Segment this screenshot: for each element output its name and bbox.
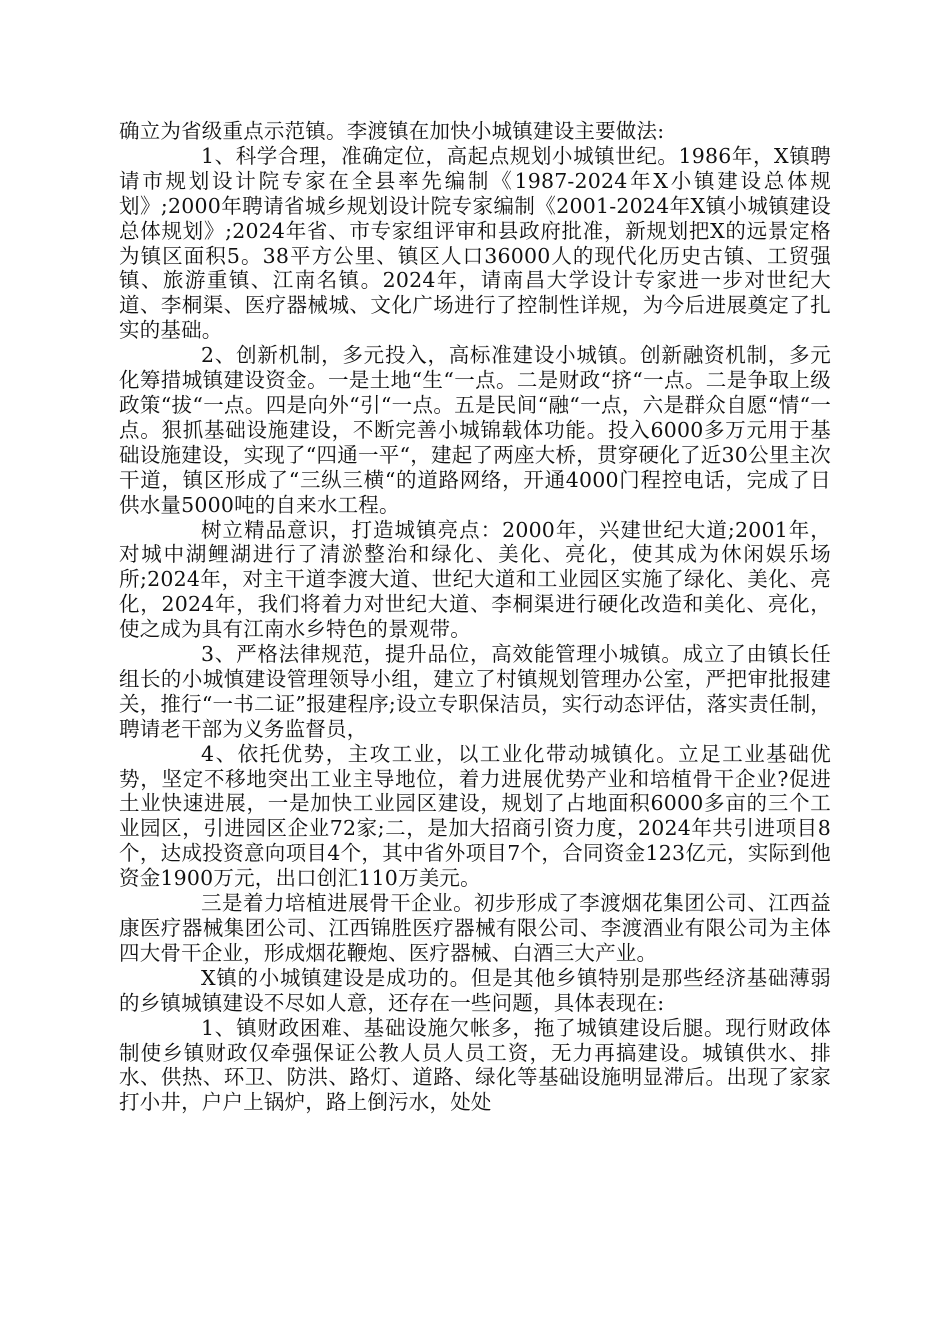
paragraph: 1、镇财政困难、基础设施欠帐多，拖了城镇建设后腿。现行财政体制使乡镇财政仅牵强保证公教人员人员工资，无力再搞建设。城镇供水、排水、供热、环卫、防洪、路灯、道路、绿化等基础设施明显滞后。出现了家家打小井，户户上锅炉，路上倒污水，处处 xyxy=(119,1015,831,1115)
paragraph: 确立为省级重点示范镇。李渡镇在加快小城镇建设主要做法: xyxy=(119,119,665,143)
paragraph: 三是着力培植进展骨干企业。初步形成了李渡烟花集团公司、江西益康医疗器械集团公司、江西锦胜医疗器械有限公司、李渡酒业有限公司为主体四大骨干企业，形成烟花鞭炮、医疗器械、白酒三大产业。 xyxy=(119,891,831,965)
paragraph: 2、创新机制，多元投入，高标准建设小城镇。创新融资机制，多元化筹措城镇建设资金。一是土地“生“一点。二是财政“挤“一点。二是争取上级政策“拔“一点。四是向外“引“一点。五是民间“融“一点，六是群众自愿“情“一点。狠抓基础设施建设，不断完善小城锦载体功能。投入6000多万元用于基础设施建设，实现了“四通一平“，建起了两座大桥，贯穿硬化了近30公里主次干道，镇区形成了“三纵三横“的道路网络，开通4000门程控电话，完成了日供水量5000吨的自来水工程。 xyxy=(119,343,831,517)
paragraph: 1、科学合理，准确定位，高起点规划小城镇世纪。1986年，X镇聘请市规划设计院专家在全县率先编制《1987-2024年X小镇建设总体规划》;2000年聘请省城乡规划设计院专家编制《2001-2024年X镇小城镇建设总体规划》;2024年省、市专家组评审和县政府批准，新规划把X的远景定格为镇区面积5。38平方公里、镇区人口36000人的现代化历史古镇、工贸强镇、旅游重镇、江南名镇。2024年，请南昌大学设计专家进一步对世纪大道、李桐渠、医疗器械城、文化广场进行了控制性详规，为今后进展奠定了扎实的基础。 xyxy=(119,143,831,343)
paragraph: 3、严格法律规范，提升品位，高效能管理小城镇。成立了由镇长任组长的小城慎建设管理领导小组，建立了村镇规划管理办公室，严把审批报建关，推行“一书二证”报建程序;设立专职保洁员，实行动态评估，落实责任制，聘请老干部为义务监督员， xyxy=(119,642,831,741)
paragraph: X镇的小城镇建设是成功的。但是其他乡镇特别是那些经济基础薄弱的乡镇城镇建设不尽如人意，还存在一些问题，具体表现在: xyxy=(119,965,831,1015)
document-body xyxy=(119,119,831,1115)
paragraph: 树立精品意识，打造城镇亮点：2000年，兴建世纪大道;2001年，对城中湖鲤湖进行了清淤整治和绿化、美化、亮化，使其成为休闲娱乐场所;2024年，对主干道李渡大道、世纪大道和工业园区实施了绿化、美化、亮化，2024年，我们将着力对世纪大道、李桐渠进行硬化改造和美化、亮化，使之成为具有江南水乡特色的景观带。 xyxy=(119,517,831,642)
paragraph: 4、依托优势，主攻工业，以工业化带动城镇化。立足工业基础优势，坚定不移地突出工业主导地位，着力进展优势产业和培植骨干企业?促进土业快速进展，一是加快工业园区建设，规划了占地面积6000多亩的三个工业园区，引进园区企业72家;二，是加大招商引资力度，2024年共引进项目8个，达成投资意向项目4个，其中省外项目7个，合同资金123亿元，实际到他资金1900万元，出口创汇110万美元。 xyxy=(119,741,831,891)
